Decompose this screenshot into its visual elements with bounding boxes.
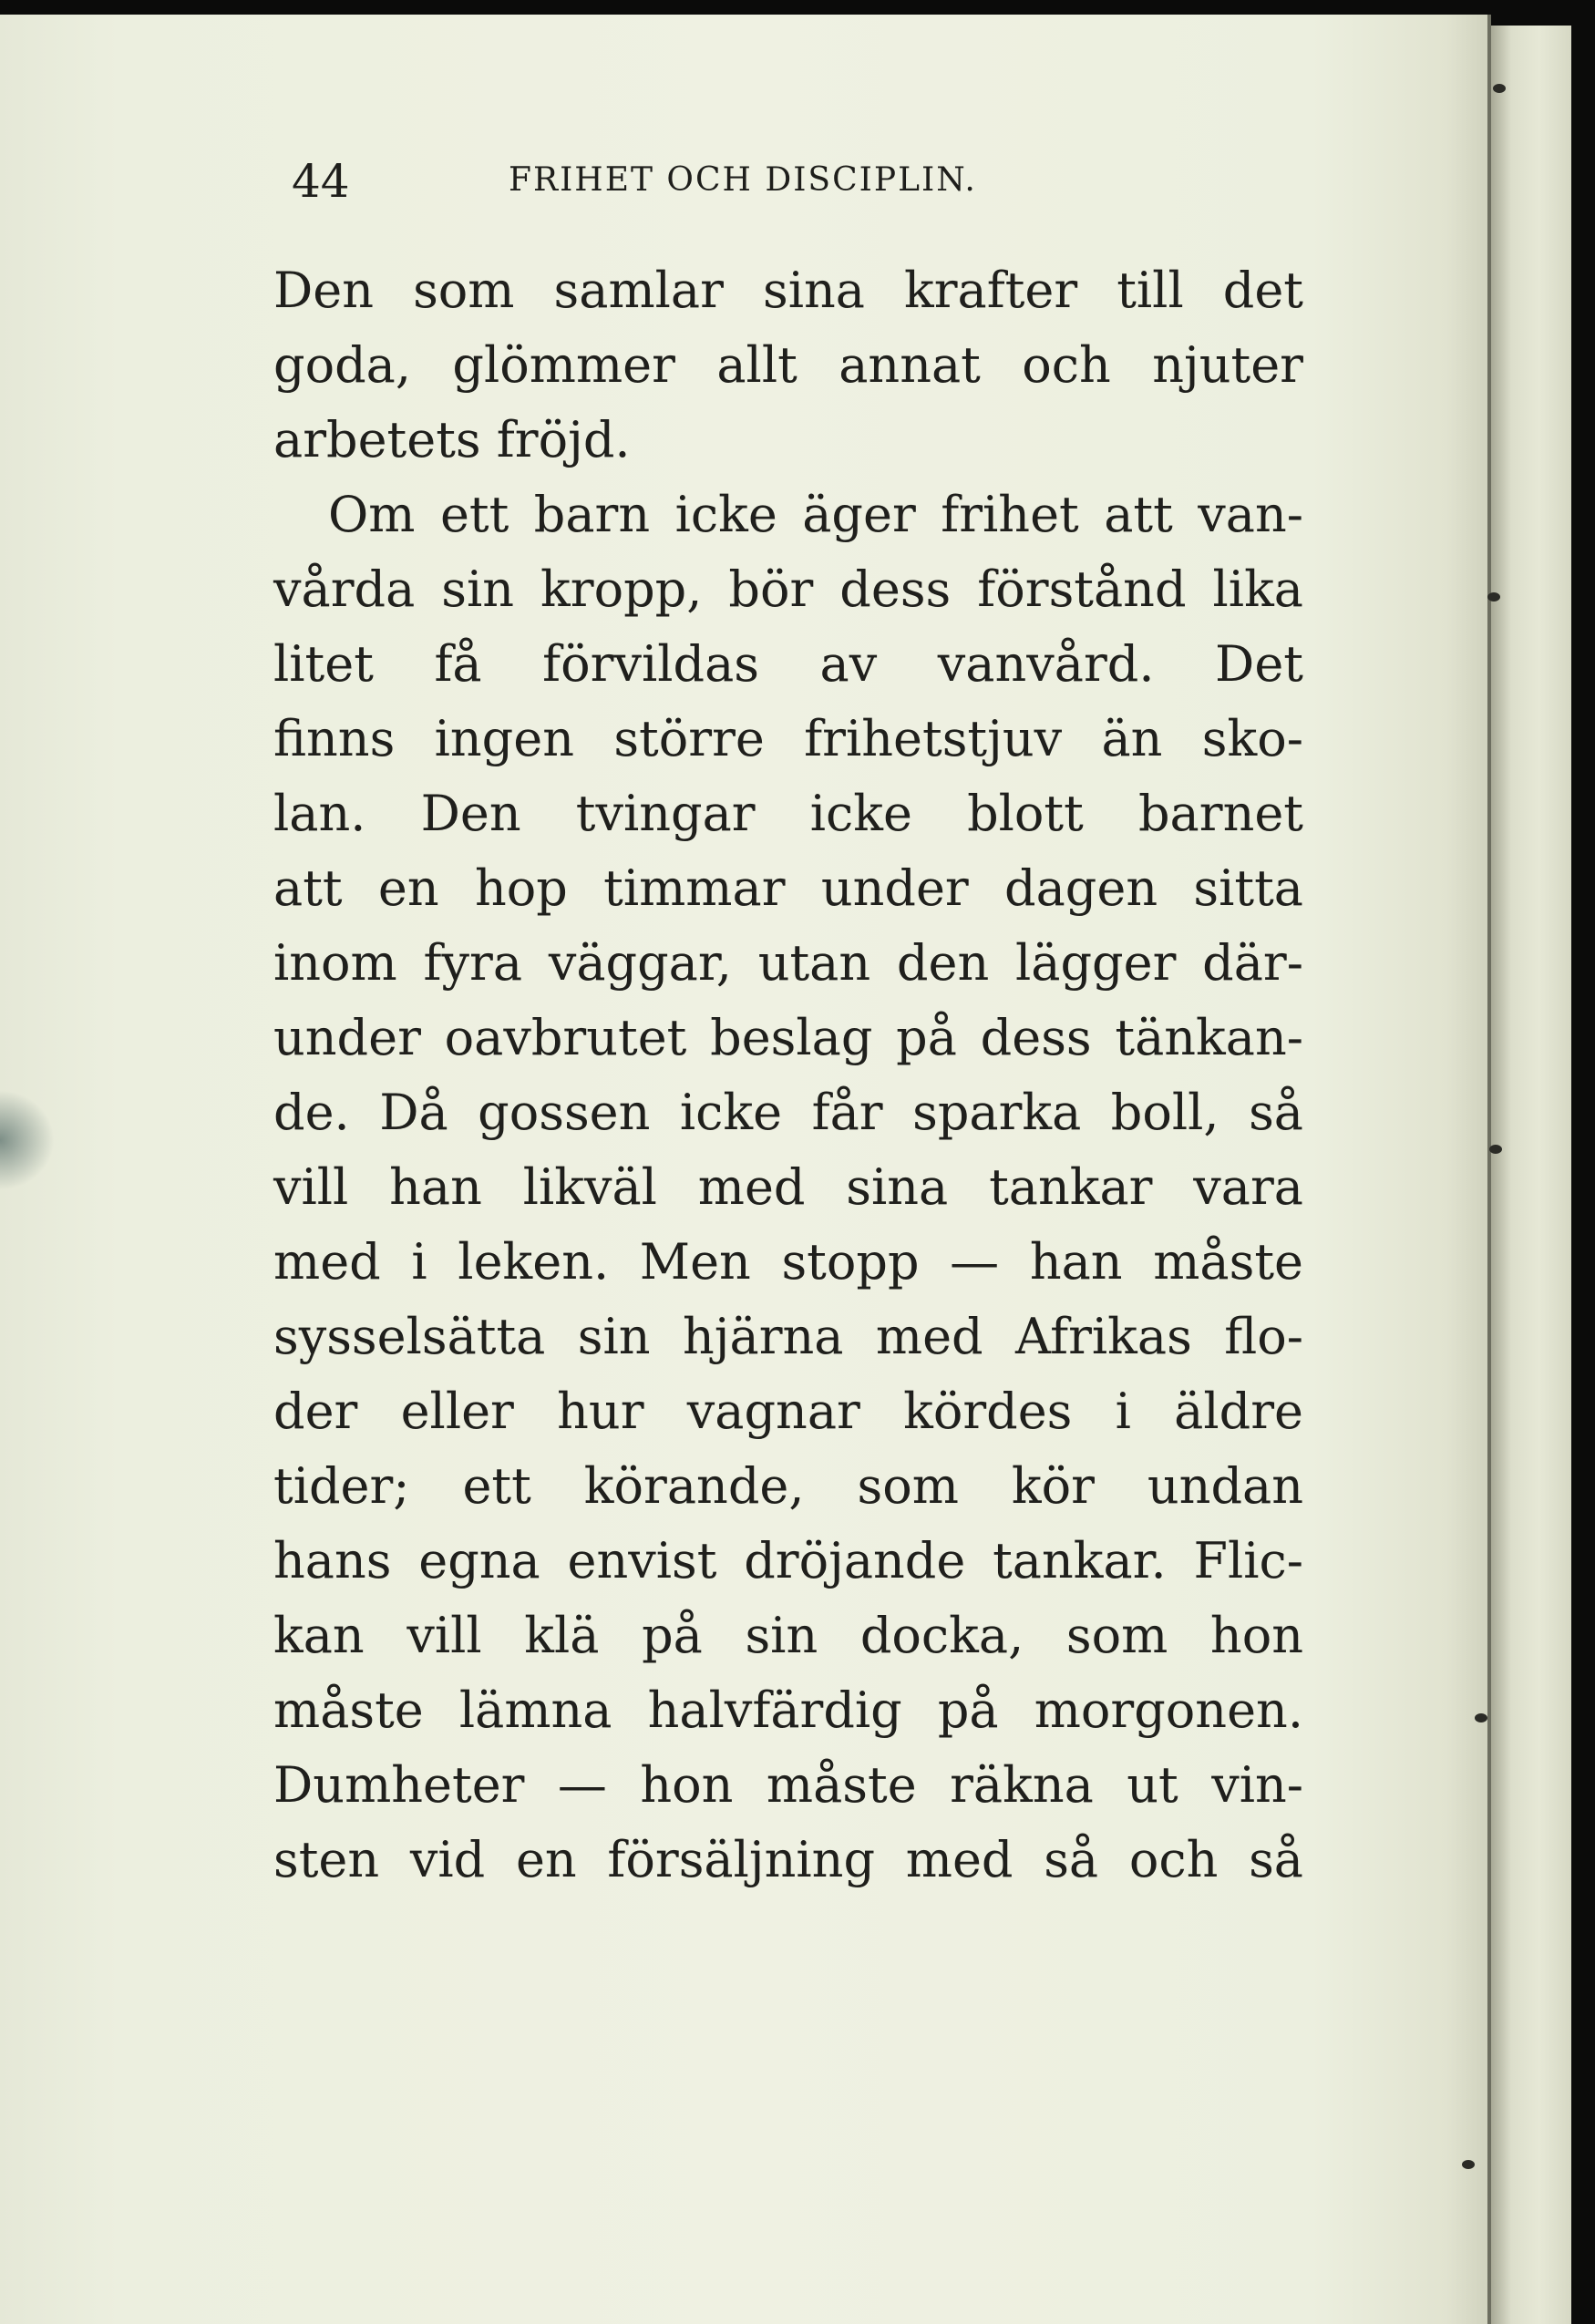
text-line: Dumheter — hon måste räkna ut vin-: [273, 1756, 1303, 1814]
text-line: hans egna envist dröjande tankar. Flic-: [273, 1532, 1303, 1589]
running-title: FRIHET OCH DISCIPLIN.: [509, 161, 977, 199]
text-line: vill han likväl med sina tankar vara: [273, 1158, 1303, 1216]
body-text: [273, 253, 1303, 1897]
text-line: Den som samlar sina krafter till det: [273, 262, 1303, 319]
binding-nick-mark: [1475, 1713, 1487, 1722]
text-line: sysselsätta sin hjärna med Afrikas flo-: [273, 1308, 1303, 1365]
book-page: [0, 15, 1491, 2324]
text-line: finns ingen större frihetstjuv än sko-: [273, 710, 1303, 767]
text-line: arbetets fröjd.: [273, 411, 631, 468]
text-line: de. Då gossen icke får sparka boll, så: [273, 1084, 1303, 1141]
text-line: goda, glömmer allt annat och njuter: [273, 336, 1303, 394]
text-line: med i leken. Men stopp — han måste: [273, 1233, 1303, 1291]
text-line: att en hop timmar under dagen sitta: [273, 859, 1303, 917]
running-head: [292, 151, 1322, 206]
binding-nick-mark: [1462, 2160, 1475, 2169]
text-line: der eller hur vagnar kördes i äldre: [273, 1383, 1303, 1440]
text-line: sten vid en försäljning med så och så: [273, 1831, 1303, 1888]
page-number: 44: [292, 155, 350, 208]
text-line: litet få förvildas av vanvård. Det: [273, 635, 1303, 693]
text-line: kan vill klä på sin docka, som hon: [273, 1607, 1303, 1664]
next-leaf-edge: [1491, 26, 1571, 2324]
text-line: tider; ett körande, som kör undan: [273, 1457, 1303, 1515]
text-line: Om ett barn icke äger frihet att van-: [328, 486, 1303, 543]
text-line: inom fyra väggar, utan den lägger där-: [273, 934, 1303, 992]
scan-border: [1590, 0, 1595, 2324]
text-line: under oavbrutet beslag på dess tänkan-: [273, 1009, 1303, 1066]
binding-nick-mark: [1493, 84, 1506, 93]
binding-nick-mark: [1489, 1145, 1502, 1154]
text-line: måste lämna halvfärdig på morgonen.: [273, 1681, 1303, 1739]
text-line: vårda sin kropp, bör dess förstånd lika: [273, 560, 1303, 618]
gutter-shadow: [0, 1090, 55, 1190]
text-line: lan. Den tvingar icke blott barnet: [273, 785, 1303, 842]
binding-nick-mark: [1487, 592, 1500, 602]
